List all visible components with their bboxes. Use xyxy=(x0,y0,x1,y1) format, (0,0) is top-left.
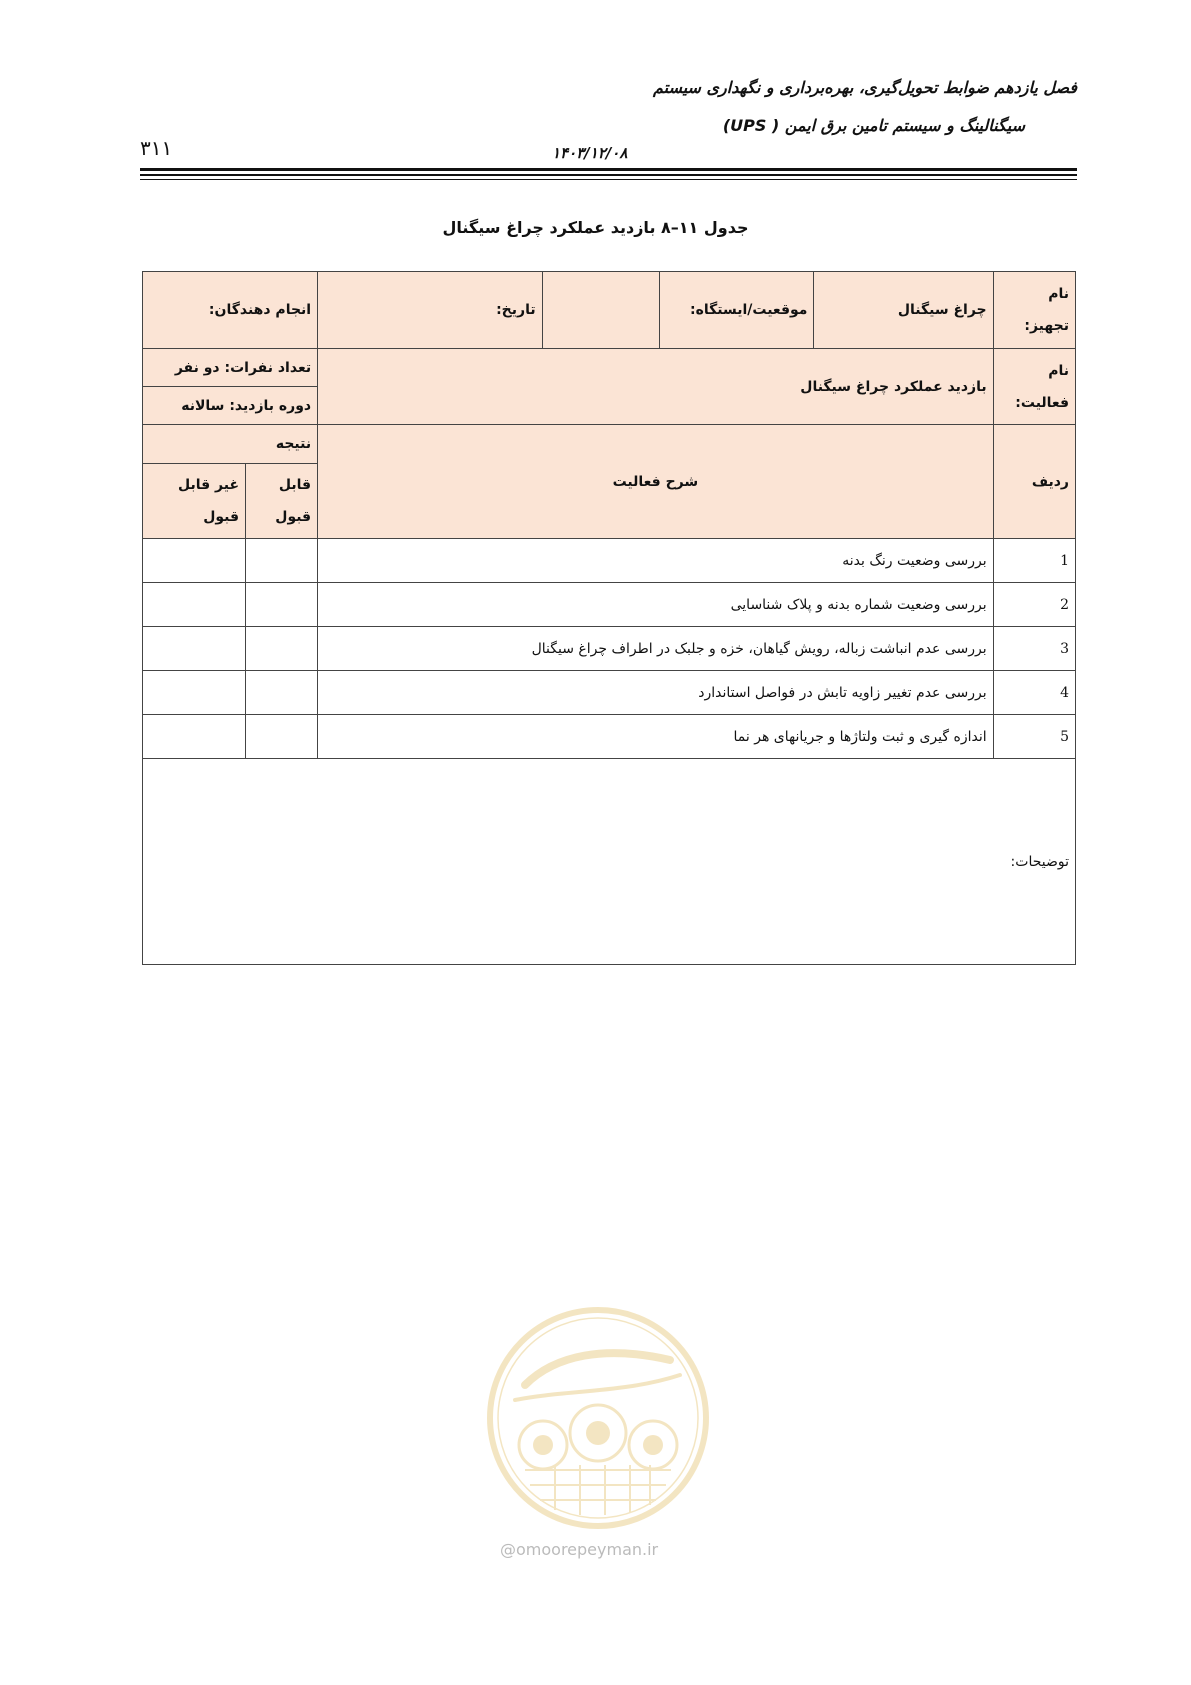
chapter-title: فصل یازدهم ضوابط تحویل‌گیری، بهره‌برداری و نگهداری سیستم xyxy=(652,78,1077,97)
equipment-label: نام تجهیز: xyxy=(993,272,1075,349)
reject-cell[interactable] xyxy=(143,583,246,627)
row-number: 1 xyxy=(993,539,1075,583)
row-description: بررسی وضعیت رنگ بدنه xyxy=(318,539,994,583)
notes-label: توضیحات: xyxy=(1010,853,1069,870)
row-number: 4 xyxy=(993,671,1075,715)
inspection-table xyxy=(142,271,1076,965)
reject-cell[interactable] xyxy=(143,627,246,671)
location-label: موقعیت/ایستگاه: xyxy=(659,272,813,349)
chapter-subtitle: سیگنالینگ و سیستم تامین برق ایمن ( UPS) xyxy=(722,116,1025,135)
accept-cell[interactable] xyxy=(246,539,318,583)
row-number: 2 xyxy=(993,583,1075,627)
location-value[interactable] xyxy=(542,272,659,349)
accept-cell[interactable] xyxy=(246,627,318,671)
row-number: 5 xyxy=(993,715,1075,759)
visit-period: دوره بازدید: سالانه xyxy=(143,387,318,425)
table-caption: جدول ۱۱–۸ بازدید عملکرد چراغ سیگنال xyxy=(442,218,749,237)
result-header: نتیجه xyxy=(143,425,318,464)
accept-cell[interactable] xyxy=(246,671,318,715)
reject-header: غیر قابل قبول xyxy=(143,464,246,539)
reject-cell[interactable] xyxy=(143,671,246,715)
header-rule xyxy=(140,174,1077,176)
row-description: بررسی عدم تغییر زاویه تابش در فواصل استاندارد xyxy=(318,671,994,715)
row-header: ردیف xyxy=(993,425,1075,539)
activity-label: نام فعالیت: xyxy=(993,349,1075,425)
reject-cell[interactable] xyxy=(143,539,246,583)
equipment-value: چراغ سیگنال xyxy=(814,272,993,349)
notes-cell[interactable] xyxy=(143,759,1076,965)
watermark-logo xyxy=(485,1305,711,1531)
header-rule xyxy=(140,168,1077,171)
watermark-site: @omoorepeyman.ir xyxy=(500,1540,659,1559)
reject-cell[interactable] xyxy=(143,715,246,759)
row-description: بررسی عدم انباشت زباله، رویش گیاهان، خزه و جلبک در اطراف چراغ سیگنال xyxy=(318,627,994,671)
activity-value: بازدید عملکرد چراغ سیگنال xyxy=(318,349,994,425)
performers-label: انجام دهندگان: xyxy=(143,272,318,349)
staff-count: تعداد نفرات: دو نفر xyxy=(143,349,318,387)
page-number: ۳۱۱ xyxy=(140,136,173,160)
header-date: ۱۴۰۳/۱۲/۰۸ xyxy=(552,144,628,162)
accept-cell[interactable] xyxy=(246,715,318,759)
row-number: 3 xyxy=(993,627,1075,671)
accept-header: قابل قبول xyxy=(246,464,318,539)
header-rule xyxy=(140,179,1077,180)
row-description: بررسی وضعیت شماره بدنه و پلاک شناسایی xyxy=(318,583,994,627)
accept-cell[interactable] xyxy=(246,583,318,627)
row-description: اندازه گیری و ثبت ولتاژها و جریانهای هر نما xyxy=(318,715,994,759)
date-label: تاریخ: xyxy=(318,272,542,349)
desc-header: شرح فعالیت xyxy=(318,425,994,539)
